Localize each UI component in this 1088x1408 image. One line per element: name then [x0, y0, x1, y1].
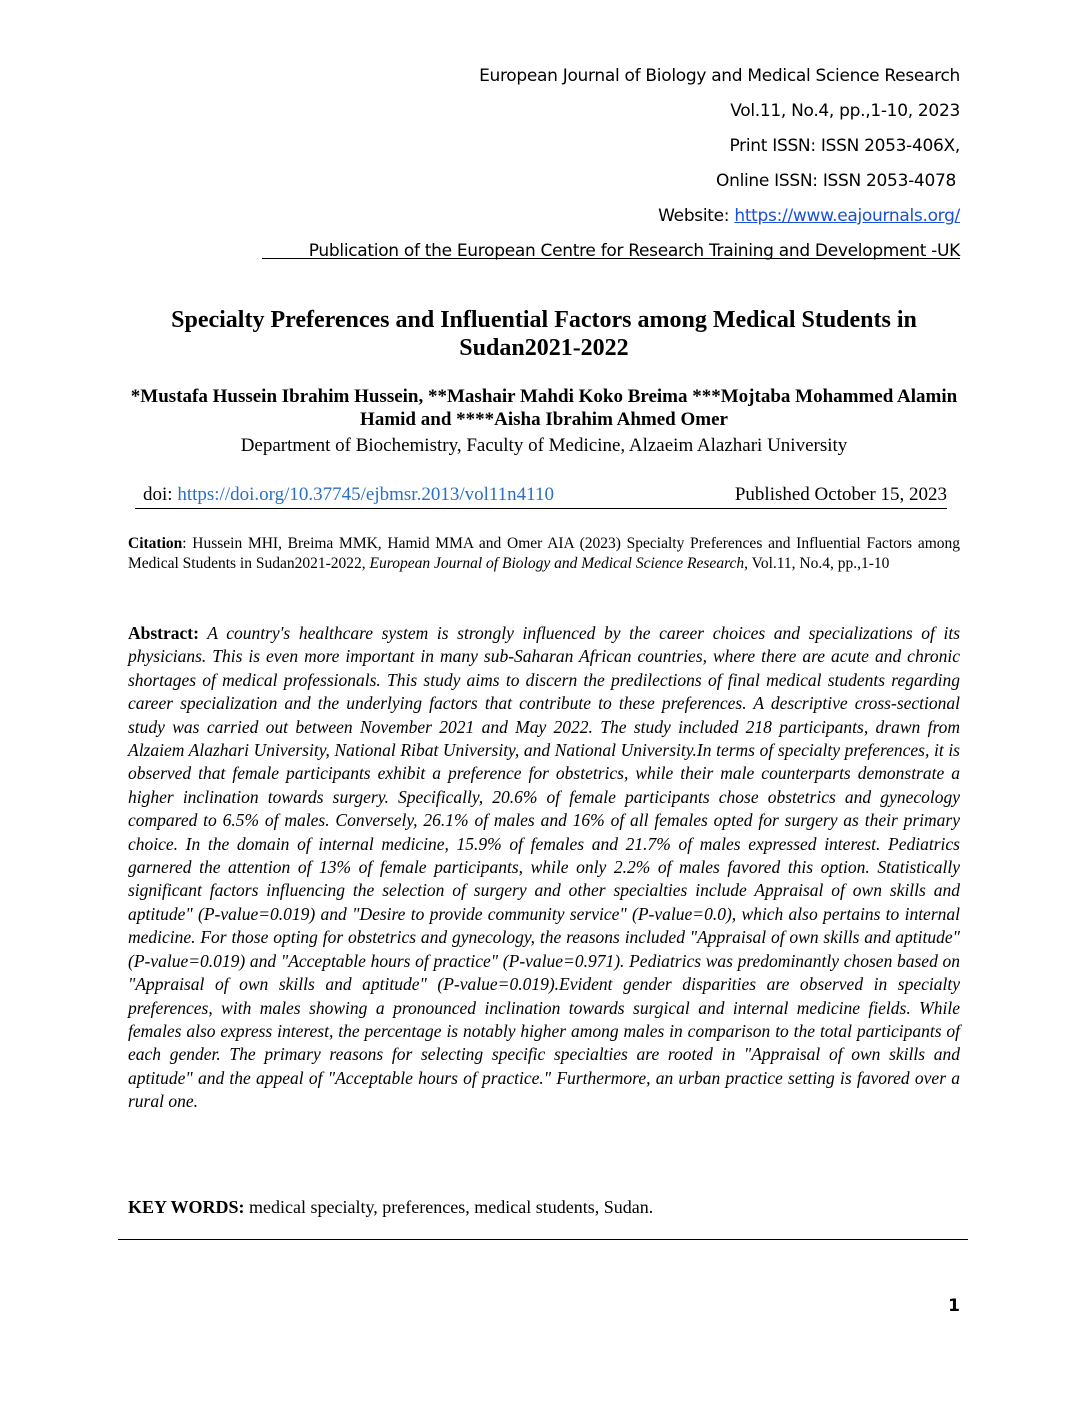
doi-divider	[135, 508, 947, 509]
citation-label: Citation	[128, 535, 183, 552]
keywords	[128, 1196, 960, 1219]
doi-label: doi:	[143, 484, 178, 505]
citation	[128, 534, 960, 574]
online-issn: Online ISSN: ISSN 2053-4078	[716, 171, 956, 191]
header-divider	[262, 258, 960, 259]
footer-divider	[118, 1239, 968, 1240]
published-date: Published October 15, 2023	[734, 484, 947, 505]
citation-journal: European Journal of Biology and Medical Science Research	[369, 555, 745, 572]
page-number: 1	[948, 1296, 960, 1316]
print-issn: Print ISSN: ISSN 2053-406X,	[729, 136, 960, 156]
abstract	[128, 622, 960, 1114]
citation-tail: , Vol.11, No.4, pp.,1-10	[744, 555, 890, 572]
doi-link[interactable]: https://doi.org/10.37745/ejbmsr.2013/vol11n4110	[177, 484, 554, 505]
journal-name: European Journal of Biology and Medical Science Research	[479, 66, 960, 86]
affiliation: Department of Biochemistry, Faculty of Medicine, Alzaeim Alazhari University	[240, 435, 848, 456]
author-list: *Mustafa Hussein Ibrahim Hussein, **Mashair Mahdi Koko Breima ***Mojtaba Mohammed Alamin Hamid and ****Aisha Ibrahim Ahmed Omer	[130, 386, 958, 430]
keywords-text: medical specialty, preferences, medical students, Sudan.	[244, 1197, 654, 1217]
website-line	[658, 205, 960, 227]
doi-row	[143, 483, 953, 506]
volume-info: Vol.11, No.4, pp.,1-10, 2023	[730, 101, 960, 121]
website-link[interactable]: https://www.eajournals.org/	[734, 206, 960, 226]
website-label: Website:	[658, 206, 735, 226]
citation-text: : Hussein MHI, Breima MMK, Hamid MMA and Omer AIA (2023) Specialty Preferences and Influential Factors among Medical Students in Sudan2021-2022,	[128, 535, 960, 572]
keywords-label: KEY WORDS:	[128, 1197, 245, 1217]
abstract-text: A country's healthcare system is strongly influenced by the career choices and specializations of its physicians. This is even more important in many sub-Saharan African countries, where there are acute and chronic shortages of medical professionals. This study aims to discern the predilections of final medical students regarding career specialization and the underlying factors that contribute to these preferences. A descriptive cross-sectional study was carried out between November 2021 and May 2022. The study included 218 participants, drawn from Alzaiem Alazhari University, National Ribat University, and National University.In terms of specialty preferences, it is observed that female participants exhibit a preference for obstetrics, while their male counterparts demonstrate a higher inclination towards surgery. Specifically, 20.6% of female participants chose obstetrics and gynecology compared to 6.5% of males. Conversely, 26.1% of males and 16% of all females opted for surgery as their primary choice. In the domain of internal medicine, 15.9% of females and 21.7% of males expressed interest. Pediatrics garnered the attention of 13% of female participants, while only 2.2% of males favored this option. Statistically significant factors influencing the selection of surgery and other specialties include Appraisal of own skills and aptitude" (P-value=0.019) and "Desire to provide community service" (P-value=0.0), which also pertains to internal medicine. For those opting for obstetrics and gynecology, the reasons included "Appraisal of own skills and aptitude" (P-value=0.019) and "Acceptable hours of practice" (P-value=0.971). Pediatrics was predominantly chosen based on "Appraisal of own skills and aptitude" (P-value=0.019).Evident gender disparities are observed in specialty preferences, with males showing a pronounced inclination towards surgical and internal medicine fields. While females also express interest, the percentage is notably higher among males in comparison to the total participants of each gender. The primary reasons for selecting specific specialties are rooted in "Appraisal of own skills and aptitude" and the appeal of "Acceptable hours of practice." Furthermore, an urban practice setting is favored over a rural one.	[128, 623, 960, 1112]
publisher-line: Publication of the European Centre for Research Training and Development -UK	[308, 241, 960, 261]
paper-title: Specialty Preferences and Influential Factors among Medical Students in Sudan2021-2022	[171, 307, 917, 361]
abstract-label: Abstract:	[128, 623, 199, 643]
